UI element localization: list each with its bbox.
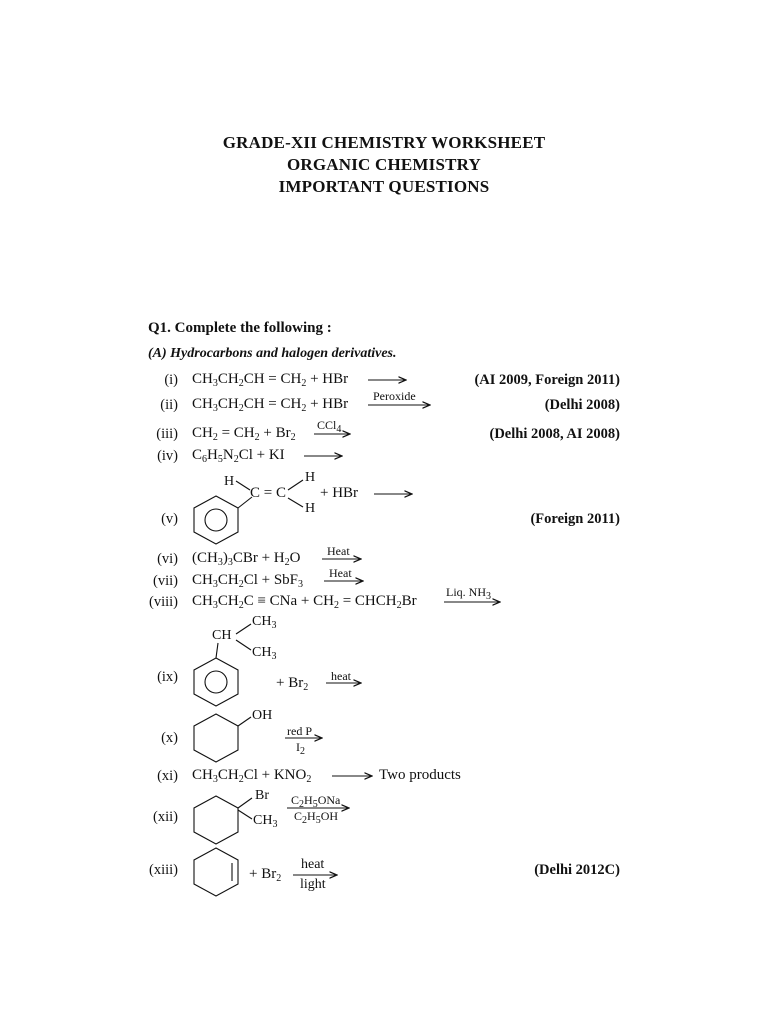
equation-i: $CH_3CH_2CH = CH_2$ + HBr xyxy=(192,371,349,389)
item-number-iv: (iv) xyxy=(157,448,178,464)
equation-iv: $C_6H_5N_2Cl$ + KI xyxy=(192,447,285,465)
equation-vii: $CH_3CH_2Cl + SbF_3$ xyxy=(192,572,304,590)
item-number-iii: (iii) xyxy=(156,426,178,442)
item-number-ii: (ii) xyxy=(160,397,178,413)
equation-ii: $CH_3CH_2CH = CH_2$ + HBr xyxy=(192,396,349,414)
v-h-top: H xyxy=(305,470,316,485)
equation-v: + HBr xyxy=(320,485,359,501)
item-number-vi: (vi) xyxy=(157,551,178,567)
ix-ch3-bottom: $CH_3$ xyxy=(252,645,277,662)
worksheet-subtitle: IMPORTANT QUESTIONS xyxy=(278,177,490,196)
v-benzene-ring xyxy=(194,496,238,544)
xii-ch3: $CH_3$ xyxy=(253,813,278,830)
condition-x-top: red P xyxy=(287,724,312,738)
item-number-i: (i) xyxy=(164,372,178,388)
condition-ii: Peroxide xyxy=(373,389,416,403)
equation-iii: $CH_2 = CH_2 + Br_2$ xyxy=(192,425,296,443)
ix-benzene-ring xyxy=(194,658,238,706)
condition-ix: heat xyxy=(331,669,351,683)
condition-xii-bottom: $C_2H_5OH$ xyxy=(294,809,339,826)
condition-xii-top: $C_2H_5ONa$ xyxy=(291,793,341,810)
condition-xiii-bottom: light xyxy=(300,877,326,892)
condition-viii: Liq. $NH_3$ xyxy=(446,585,491,602)
reference-ii: (Delhi 2008) xyxy=(544,397,620,413)
xi-product: Two products xyxy=(379,767,461,783)
equation-viii: $CH_3CH_2C$ ≡ CNa + $CH_2$ = $CHCH_2Br$ xyxy=(192,593,417,611)
v-cc-double-bond: C = C xyxy=(250,485,286,501)
condition-xiii-top: heat xyxy=(301,857,325,872)
xiii-reagent: + $Br_2$ xyxy=(249,866,282,884)
question-title: Q1. Complete the following : xyxy=(148,320,332,336)
reference-iii: (Delhi 2008, AI 2008) xyxy=(489,426,620,442)
item-number-xiii: (xiii) xyxy=(149,862,178,878)
worksheet-subject: ORGANIC CHEMISTRY xyxy=(286,155,482,174)
item-number-x: (x) xyxy=(161,730,178,746)
condition-iii: CCl$_4$ xyxy=(317,418,342,435)
equation-vi: $(CH_3)_3CBr + H_2O$ xyxy=(192,550,301,568)
reference-i: (AI 2009, Foreign 2011) xyxy=(474,372,620,388)
item-number-viii: (viii) xyxy=(149,594,178,610)
xii-cyclohexane-ring xyxy=(194,796,238,844)
xii-br: Br xyxy=(255,788,269,803)
x-cyclohexane-ring xyxy=(194,714,238,762)
section-title: (A) Hydrocarbons and halogen derivatives. xyxy=(148,346,397,361)
condition-vi: Heat xyxy=(327,544,350,558)
reference-xiii: (Delhi 2012C) xyxy=(534,862,620,878)
ix-reagent: + $Br_2$ xyxy=(276,675,309,693)
worksheet-title: GRADE-XII CHEMISTRY WORKSHEET xyxy=(222,133,546,152)
ix-benzene-circle xyxy=(205,671,227,693)
item-number-xii: (xii) xyxy=(153,809,178,825)
condition-vii: Heat xyxy=(329,566,352,580)
v-h-left: H xyxy=(224,474,235,489)
equation-xi: $CH_3CH_2Cl + KNO_2$ xyxy=(192,767,312,785)
item-number-xi: (xi) xyxy=(157,768,178,784)
v-h-bottom: H xyxy=(305,501,316,516)
x-oh: OH xyxy=(252,708,273,723)
reference-v: (Foreign 2011) xyxy=(530,511,620,527)
condition-x-bottom: $I_2$ xyxy=(296,740,305,757)
v-benzene-circle xyxy=(205,509,227,531)
item-number-vii: (vii) xyxy=(153,573,178,589)
ix-ch3-top: $CH_3$ xyxy=(252,614,277,631)
item-number-ix: (ix) xyxy=(157,669,178,685)
ix-ch: CH xyxy=(212,628,232,643)
xiii-cyclohexene-ring xyxy=(194,848,238,896)
item-number-v: (v) xyxy=(161,511,178,527)
